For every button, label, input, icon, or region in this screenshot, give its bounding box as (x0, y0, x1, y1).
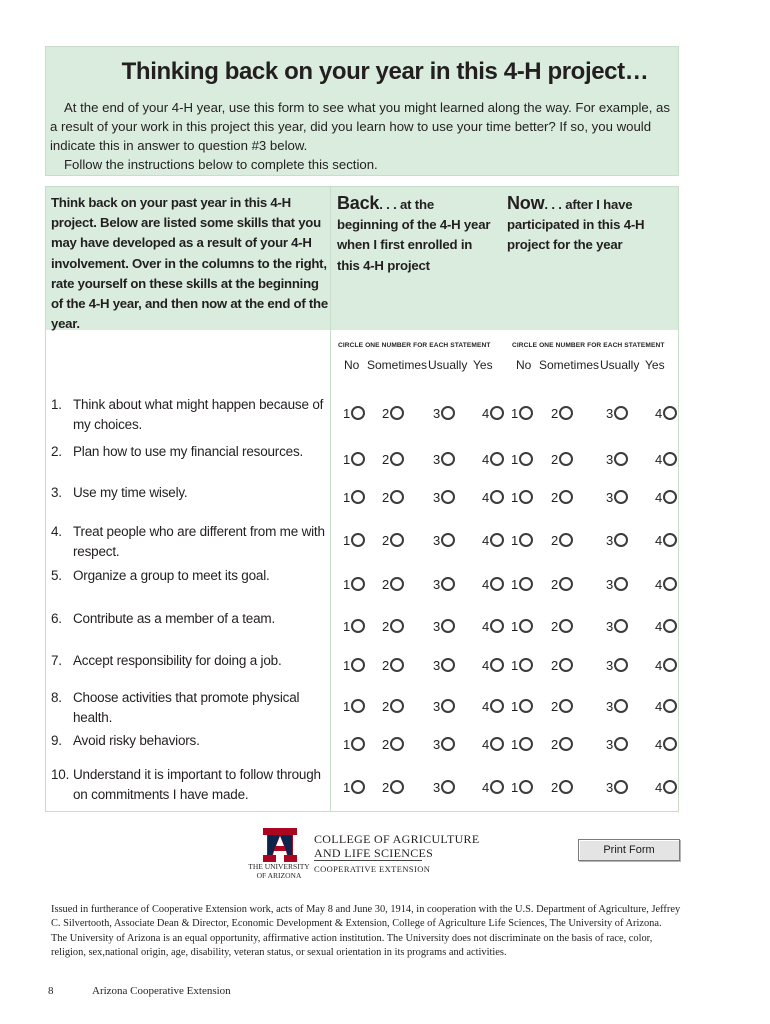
radio-circle-icon[interactable] (663, 658, 677, 672)
option-number: 1 (343, 658, 351, 673)
statement-number: 7. (51, 653, 62, 668)
option-number: 4 (482, 737, 490, 752)
now-rating-option-3[interactable] (606, 658, 628, 673)
radio-circle-icon[interactable] (441, 533, 455, 547)
statement-number: 10. (51, 767, 70, 782)
radio-circle-icon[interactable] (490, 658, 504, 672)
option-number: 3 (433, 406, 441, 421)
scale-yes: Yes (473, 358, 493, 372)
option-number: 3 (606, 699, 614, 714)
option-number: 2 (382, 490, 390, 505)
back-rating-option-4[interactable] (482, 406, 504, 421)
option-number: 1 (343, 452, 351, 467)
option-number: 1 (511, 658, 519, 673)
radio-circle-icon[interactable] (390, 699, 404, 713)
radio-circle-icon[interactable] (351, 577, 365, 591)
option-number: 1 (511, 577, 519, 592)
option-number: 3 (433, 658, 441, 673)
now-rating-option-4[interactable] (655, 658, 677, 673)
radio-circle-icon[interactable] (559, 452, 573, 466)
logo-divider (314, 860, 422, 861)
back-rating-option-2[interactable] (382, 699, 404, 714)
scale-sometimes: Sometimes (539, 358, 600, 372)
now-rating-option-1[interactable] (511, 737, 533, 752)
now-rating-option-2[interactable] (551, 452, 573, 467)
option-number: 4 (655, 619, 663, 634)
back-rating-option-1[interactable] (343, 490, 365, 505)
back-rating-option-2[interactable] (382, 452, 404, 467)
option-number: 2 (382, 737, 390, 752)
now-rating-option-2[interactable] (551, 619, 573, 634)
option-number: 3 (606, 737, 614, 752)
radio-circle-icon[interactable] (559, 533, 573, 547)
radio-circle-icon[interactable] (559, 658, 573, 672)
back-rating-option-2[interactable] (382, 619, 404, 634)
intro-paragraph: At the end of your 4-H year, use this form to see what you might learned along the way. For example, as a result of your work in this project this year, did you learn how to use your time better? If so, you would indicate this in answer to question #3 below. (50, 100, 670, 153)
back-rating-option-2[interactable] (382, 406, 404, 421)
radio-circle-icon[interactable] (519, 737, 533, 751)
radio-circle-icon[interactable] (441, 577, 455, 591)
radio-circle-icon[interactable] (490, 737, 504, 751)
option-number: 1 (511, 490, 519, 505)
back-rating-option-4[interactable] (482, 452, 504, 467)
now-rating-option-1[interactable] (511, 577, 533, 592)
intro-text (50, 98, 680, 174)
option-number: 3 (433, 699, 441, 714)
now-rating-option-2[interactable] (551, 577, 573, 592)
option-number: 4 (482, 533, 490, 548)
radio-circle-icon[interactable] (351, 658, 365, 672)
radio-circle-icon[interactable] (614, 406, 628, 420)
radio-circle-icon[interactable] (490, 577, 504, 591)
radio-circle-icon[interactable] (663, 406, 677, 420)
now-rating-option-4[interactable] (655, 452, 677, 467)
scale-usually: Usually (428, 358, 468, 372)
radio-circle-icon[interactable] (490, 619, 504, 633)
option-number: 2 (551, 406, 559, 421)
radio-circle-icon[interactable] (519, 533, 533, 547)
radio-circle-icon[interactable] (663, 699, 677, 713)
radio-circle-icon[interactable] (614, 577, 628, 591)
option-number: 4 (655, 406, 663, 421)
radio-circle-icon[interactable] (559, 737, 573, 751)
option-number: 1 (511, 619, 519, 634)
back-rating-option-3[interactable] (433, 406, 455, 421)
statement-text: Choose activities that promote physical health. (73, 690, 300, 725)
radio-circle-icon[interactable] (559, 406, 573, 420)
issued-statement: Issued in furtherance of Cooperative Extension work, acts of May 8 and June 30, 1914, in cooperation with the U.S. Department of Agriculture, Jeffrey C. Silvertooth, Associate Dean & Director, Economic Development & Extension, College of Agriculture Life Sciences, The University of Arizona. (51, 904, 681, 930)
statement-text: Contribute as a member of a team. (73, 611, 275, 626)
now-rating-option-2[interactable] (551, 780, 573, 795)
now-rating-option-3[interactable] (606, 452, 628, 467)
back-rating-option-4[interactable] (482, 737, 504, 752)
back-rating-option-4[interactable] (482, 619, 504, 634)
option-number: 3 (433, 780, 441, 795)
back-rating-option-3[interactable] (433, 699, 455, 714)
radio-circle-icon[interactable] (490, 780, 504, 794)
radio-circle-icon[interactable] (390, 406, 404, 420)
radio-circle-icon[interactable] (351, 780, 365, 794)
radio-circle-icon[interactable] (559, 619, 573, 633)
now-rating-option-2[interactable] (551, 490, 573, 505)
back-rating-option-2[interactable] (382, 533, 404, 548)
option-number: 2 (382, 452, 390, 467)
equal-opportunity-statement: The University of Arizona is an equal opportunity, affirmative action institution. The University does not discriminate on the basis of race, color, religion, sex,national origin, age, disability, veteran status, or sexual orientation in its programs and activities. (51, 932, 653, 958)
option-number: 4 (655, 699, 663, 714)
back-rating-option-4[interactable] (482, 658, 504, 673)
back-rating-option-3[interactable] (433, 780, 455, 795)
radio-circle-icon[interactable] (519, 780, 533, 794)
page-number: 8 (48, 985, 54, 997)
university-line-1: THE UNIVERSITY (248, 862, 310, 871)
option-number: 4 (482, 452, 490, 467)
option-number: 3 (606, 619, 614, 634)
back-rating-option-1[interactable] (343, 452, 365, 467)
back-rating-option-4[interactable] (482, 490, 504, 505)
radio-circle-icon[interactable] (559, 490, 573, 504)
option-number: 1 (343, 619, 351, 634)
radio-circle-icon[interactable] (441, 699, 455, 713)
radio-circle-icon[interactable] (614, 699, 628, 713)
college-line-2: AND LIFE SCIENCES (314, 846, 434, 860)
back-rating-option-2[interactable] (382, 490, 404, 505)
scale-usually: Usually (600, 358, 640, 372)
radio-circle-icon[interactable] (519, 577, 533, 591)
now-rating-option-3[interactable] (606, 780, 628, 795)
radio-circle-icon[interactable] (614, 619, 628, 633)
option-number: 2 (382, 577, 390, 592)
back-rating-option-1[interactable] (343, 737, 365, 752)
radio-circle-icon[interactable] (559, 577, 573, 591)
option-number: 3 (433, 533, 441, 548)
radio-circle-icon[interactable] (614, 490, 628, 504)
back-rating-option-2[interactable] (382, 577, 404, 592)
print-form-button[interactable]: Print Form (578, 839, 680, 861)
back-title: Back (337, 193, 380, 213)
footer-text (51, 903, 681, 960)
back-rating-option-1[interactable] (343, 658, 365, 673)
back-rating-option-3[interactable] (433, 490, 455, 505)
radio-circle-icon[interactable] (351, 699, 365, 713)
now-title: Now (507, 193, 545, 213)
back-rating-option-1[interactable] (343, 406, 365, 421)
option-number: 2 (551, 533, 559, 548)
radio-circle-icon[interactable] (519, 619, 533, 633)
option-number: 3 (433, 490, 441, 505)
radio-circle-icon[interactable] (441, 780, 455, 794)
option-number: 2 (551, 619, 559, 634)
radio-circle-icon[interactable] (519, 406, 533, 420)
statement-text: Think about what might happen because of my choices. (73, 397, 324, 432)
statement-text: Plan how to use my financial resources. (73, 444, 304, 459)
radio-circle-icon[interactable] (614, 737, 628, 751)
radio-circle-icon[interactable] (351, 406, 365, 420)
option-number: 3 (433, 577, 441, 592)
cooperative-extension-label: COOPERATIVE EXTENSION (314, 864, 431, 874)
radio-circle-icon[interactable] (490, 406, 504, 420)
radio-circle-icon[interactable] (490, 490, 504, 504)
back-rating-option-1[interactable] (343, 619, 365, 634)
radio-circle-icon[interactable] (351, 619, 365, 633)
option-number: 4 (482, 490, 490, 505)
option-number: 3 (433, 452, 441, 467)
radio-circle-icon[interactable] (559, 699, 573, 713)
option-number: 1 (343, 533, 351, 548)
option-number: 1 (343, 490, 351, 505)
radio-circle-icon[interactable] (490, 699, 504, 713)
radio-circle-icon[interactable] (519, 452, 533, 466)
now-rating-option-4[interactable] (655, 699, 677, 714)
college-line-1: COLLEGE OF AGRICULTURE (314, 832, 480, 846)
back-rating-option-4[interactable] (482, 577, 504, 592)
radio-circle-icon[interactable] (441, 452, 455, 466)
now-rating-option-3[interactable] (606, 406, 628, 421)
radio-circle-icon[interactable] (490, 452, 504, 466)
college-name (314, 832, 480, 860)
now-rating-option-2[interactable] (551, 658, 573, 673)
scale-sometimes: Sometimes (367, 358, 428, 372)
now-rating-option-4[interactable] (655, 577, 677, 592)
option-number: 1 (343, 737, 351, 752)
table-instructions: Think back on your past year in this 4-H project. Below are listed some skills that you may have developed as a result of your 4-H involvement. Over in the columns to the right, rate yourself on these skills at the beginning of the 4-H year, and then now at the end of the year. (51, 195, 328, 332)
option-number: 2 (382, 533, 390, 548)
radio-circle-icon[interactable] (441, 490, 455, 504)
back-rating-option-4[interactable] (482, 699, 504, 714)
radio-circle-icon[interactable] (390, 490, 404, 504)
option-number: 3 (433, 737, 441, 752)
now-rating-option-1[interactable] (511, 658, 533, 673)
scale-yes: Yes (645, 358, 665, 372)
radio-circle-icon[interactable] (441, 619, 455, 633)
back-rating-option-2[interactable] (382, 658, 404, 673)
option-number: 3 (606, 533, 614, 548)
option-number: 3 (606, 490, 614, 505)
now-rating-option-2[interactable] (551, 533, 573, 548)
option-number: 2 (382, 699, 390, 714)
option-number: 4 (482, 619, 490, 634)
university-a-logo-icon (262, 826, 298, 864)
radio-circle-icon[interactable] (559, 780, 573, 794)
option-number: 1 (511, 533, 519, 548)
now-circle-instruction: CIRCLE ONE NUMBER FOR EACH STATEMENT (512, 342, 665, 349)
option-number: 4 (655, 577, 663, 592)
option-number: 1 (511, 737, 519, 752)
radio-circle-icon[interactable] (351, 490, 365, 504)
option-number: 2 (551, 699, 559, 714)
statement-number: 1. (51, 397, 62, 412)
option-number: 2 (382, 406, 390, 421)
back-rating-option-2[interactable] (382, 737, 404, 752)
back-rating-option-2[interactable] (382, 780, 404, 795)
follow-instructions: Follow the instructions below to complete this section. (64, 157, 378, 172)
radio-circle-icon[interactable] (441, 406, 455, 420)
now-rating-option-1[interactable] (511, 619, 533, 634)
option-number: 2 (382, 780, 390, 795)
now-rating-option-2[interactable] (551, 737, 573, 752)
option-number: 2 (551, 490, 559, 505)
radio-circle-icon[interactable] (351, 452, 365, 466)
now-rating-option-3[interactable] (606, 577, 628, 592)
radio-circle-icon[interactable] (663, 737, 677, 751)
back-rating-option-3[interactable] (433, 658, 455, 673)
back-rating-option-4[interactable] (482, 533, 504, 548)
statement-text: Accept responsibility for doing a job. (73, 653, 282, 668)
now-rating-option-4[interactable] (655, 619, 677, 634)
back-rating-option-3[interactable] (433, 452, 455, 467)
option-number: 4 (482, 658, 490, 673)
now-rating-option-1[interactable] (511, 533, 533, 548)
radio-circle-icon[interactable] (490, 533, 504, 547)
option-number: 4 (655, 533, 663, 548)
now-rating-option-3[interactable] (606, 699, 628, 714)
option-number: 1 (343, 699, 351, 714)
statement-number: 8. (51, 690, 62, 705)
option-number: 3 (606, 780, 614, 795)
back-rating-option-3[interactable] (433, 577, 455, 592)
statement-number: 4. (51, 524, 62, 539)
now-rating-option-1[interactable] (511, 699, 533, 714)
option-number: 4 (482, 780, 490, 795)
option-number: 2 (551, 577, 559, 592)
option-number: 1 (343, 406, 351, 421)
option-number: 4 (482, 577, 490, 592)
option-number: 3 (606, 658, 614, 673)
page-title: Thinking back on your year in this 4-H project… (121, 58, 649, 85)
option-number: 1 (511, 780, 519, 795)
option-number: 3 (606, 452, 614, 467)
radio-circle-icon[interactable] (390, 533, 404, 547)
radio-circle-icon[interactable] (351, 533, 365, 547)
back-rating-option-1[interactable] (343, 780, 365, 795)
option-number: 1 (343, 780, 351, 795)
radio-circle-icon[interactable] (663, 619, 677, 633)
option-number: 1 (511, 699, 519, 714)
now-rating-option-3[interactable] (606, 533, 628, 548)
back-rating-option-1[interactable] (343, 699, 365, 714)
back-column-header (337, 193, 497, 276)
back-subtitle: . . . at the beginning of the 4-H year when I first enrolled in this 4-H project (337, 197, 491, 273)
statement-number: 6. (51, 611, 62, 626)
radio-circle-icon[interactable] (519, 699, 533, 713)
option-number: 1 (343, 577, 351, 592)
option-number: 4 (655, 780, 663, 795)
option-number: 1 (511, 452, 519, 467)
back-rating-option-3[interactable] (433, 619, 455, 634)
now-rating-option-1[interactable] (511, 406, 533, 421)
radio-circle-icon[interactable] (614, 452, 628, 466)
now-column-header (507, 193, 672, 256)
back-circle-instruction: CIRCLE ONE NUMBER FOR EACH STATEMENT (338, 342, 491, 349)
statement-text: Understand it is important to follow through on commitments I have made. (73, 767, 321, 802)
radio-circle-icon[interactable] (663, 490, 677, 504)
statement-number: 2. (51, 444, 62, 459)
option-number: 4 (482, 699, 490, 714)
radio-circle-icon[interactable] (663, 577, 677, 591)
statement-number: 3. (51, 485, 62, 500)
now-rating-option-3[interactable] (606, 619, 628, 634)
scale-no: No (344, 358, 360, 372)
now-rating-option-4[interactable] (655, 406, 677, 421)
option-number: 2 (551, 658, 559, 673)
back-rating-option-3[interactable] (433, 533, 455, 548)
statement-text: Use my time wisely. (73, 485, 188, 500)
radio-circle-icon[interactable] (614, 658, 628, 672)
now-rating-option-2[interactable] (551, 406, 573, 421)
option-number: 3 (433, 619, 441, 634)
radio-circle-icon[interactable] (390, 658, 404, 672)
now-rating-option-1[interactable] (511, 490, 533, 505)
radio-circle-icon[interactable] (390, 577, 404, 591)
option-number: 4 (655, 737, 663, 752)
statement-text: Avoid risky behaviors. (73, 733, 200, 748)
radio-circle-icon[interactable] (390, 619, 404, 633)
university-line-2: OF ARIZONA (256, 871, 302, 880)
radio-circle-icon[interactable] (663, 452, 677, 466)
option-number: 4 (482, 406, 490, 421)
option-number: 4 (655, 452, 663, 467)
now-rating-option-3[interactable] (606, 737, 628, 752)
option-number: 2 (382, 619, 390, 634)
now-rating-option-4[interactable] (655, 490, 677, 505)
radio-circle-icon[interactable] (519, 490, 533, 504)
option-number: 3 (606, 577, 614, 592)
radio-circle-icon[interactable] (441, 737, 455, 751)
option-number: 1 (511, 406, 519, 421)
radio-circle-icon[interactable] (441, 658, 455, 672)
option-number: 4 (655, 490, 663, 505)
now-subtitle: . . . after I have participated in this 4-H project for the year (507, 197, 645, 253)
radio-circle-icon[interactable] (614, 780, 628, 794)
statement-number: 5. (51, 568, 62, 583)
option-number: 2 (551, 780, 559, 795)
option-number: 2 (551, 737, 559, 752)
now-rating-option-4[interactable] (655, 533, 677, 548)
statement-number: 9. (51, 733, 62, 748)
back-rating-option-1[interactable] (343, 577, 365, 592)
back-rating-option-3[interactable] (433, 737, 455, 752)
now-rating-option-1[interactable] (511, 780, 533, 795)
radio-circle-icon[interactable] (390, 452, 404, 466)
publisher-name: Arizona Cooperative Extension (92, 985, 231, 997)
option-number: 2 (551, 452, 559, 467)
now-rating-option-4[interactable] (655, 780, 677, 795)
option-number: 3 (606, 406, 614, 421)
radio-circle-icon[interactable] (663, 533, 677, 547)
now-rating-option-4[interactable] (655, 737, 677, 752)
radio-circle-icon[interactable] (614, 533, 628, 547)
now-rating-option-2[interactable] (551, 699, 573, 714)
option-number: 2 (382, 658, 390, 673)
scale-no: No (516, 358, 532, 372)
radio-circle-icon[interactable] (351, 737, 365, 751)
statement-text: Treat people who are different from me with respect. (73, 524, 325, 559)
option-number: 4 (655, 658, 663, 673)
back-rating-option-1[interactable] (343, 533, 365, 548)
back-rating-option-4[interactable] (482, 780, 504, 795)
radio-circle-icon[interactable] (663, 780, 677, 794)
radio-circle-icon[interactable] (390, 737, 404, 751)
now-rating-option-1[interactable] (511, 452, 533, 467)
university-name (244, 862, 314, 880)
statement-text: Organize a group to meet its goal. (73, 568, 270, 583)
radio-circle-icon[interactable] (390, 780, 404, 794)
now-rating-option-3[interactable] (606, 490, 628, 505)
radio-circle-icon[interactable] (519, 658, 533, 672)
